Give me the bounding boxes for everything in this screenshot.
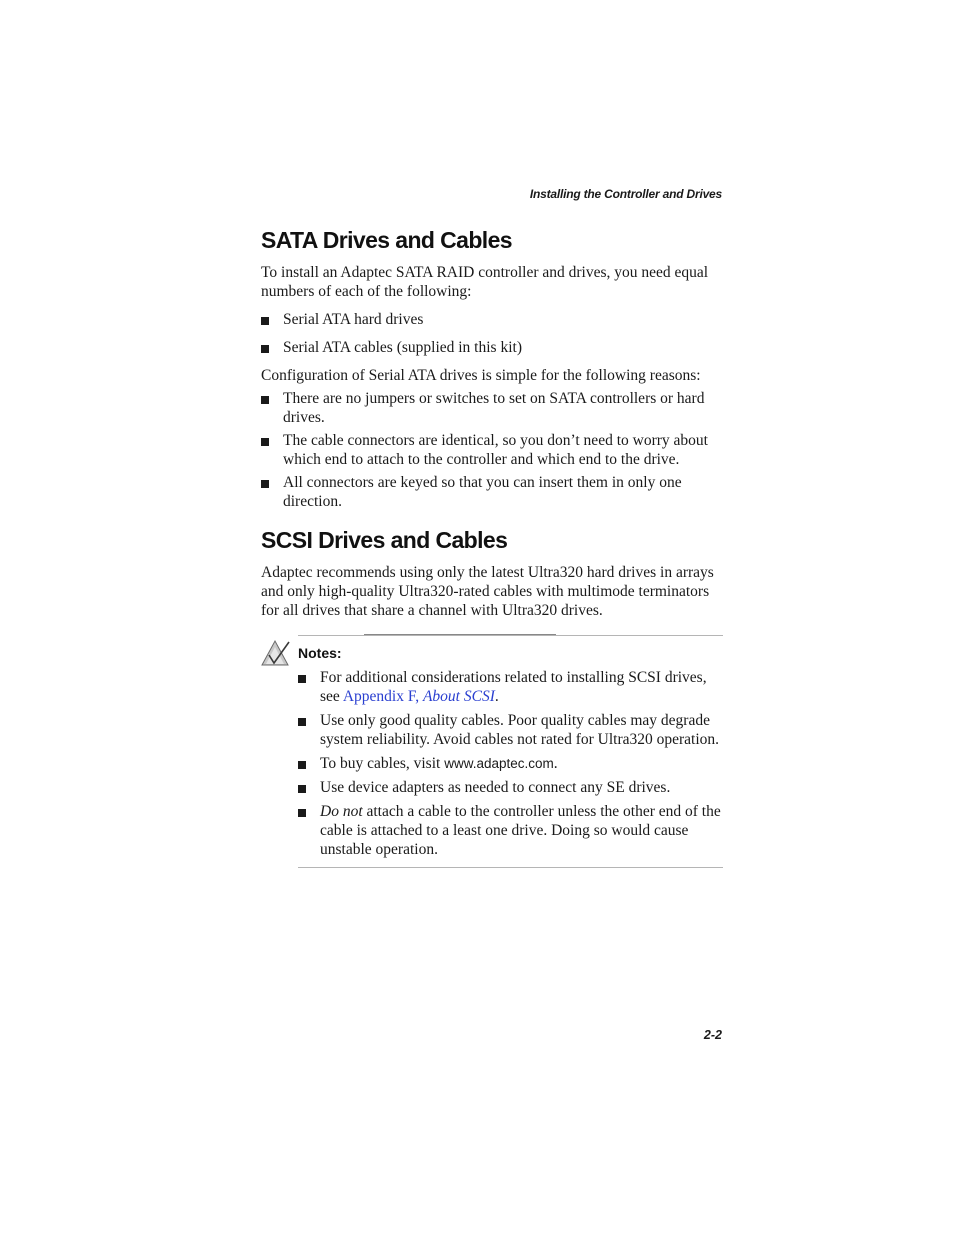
running-head: Installing the Controller and Drives — [529, 187, 722, 201]
list-item: Use only good quality cables. Poor quality cables may degrade system reliability. Avoid cables not rated for Ultra320 operation. — [298, 711, 723, 749]
list-item: The cable connectors are identical, so you don’t need to worry about which end to attach to the controller and which end to the drive. — [261, 431, 723, 469]
sata-reasons-list — [261, 389, 723, 511]
notes-divider — [364, 634, 556, 635]
list-item: For additional considerations related to installing SCSI drives, see Appendix F, About SCSI. — [298, 668, 723, 706]
list-item: There are no jumpers or switches to set on SATA controllers or hard drives. — [261, 389, 723, 427]
sata-requirements-list — [261, 310, 723, 357]
page-content — [261, 222, 723, 868]
bullet-square-icon — [261, 480, 269, 488]
page-number: 2-2 — [703, 1028, 722, 1042]
adaptec-url: www.adaptec.com — [444, 756, 554, 771]
bullet-square-icon — [298, 761, 306, 769]
list-item: Do not attach a cable to the controller unless the other end of the cable is attached to a least one drive. Doing so would cause unstable operation. — [298, 802, 723, 859]
sata-config-intro: Configuration of Serial ATA drives is simple for the following reasons: — [261, 367, 701, 384]
list-item: Serial ATA hard drives — [261, 310, 723, 329]
notes-title: Notes: — [298, 645, 342, 661]
scsi-intro: Adaptec recommends using only the latest Ultra320 hard drives in arrays and only high-quality Ultra320-rated cables with multimode terminators for all drives that share a channel with Ultra320 drives. — [261, 564, 714, 619]
appendix-f-link[interactable]: Appendix F, About SCSI — [342, 688, 495, 705]
sata-intro: To install an Adaptec SATA RAID controller and drives, you need equal numbers of each of the following: — [261, 264, 709, 300]
list-item: Use device adapters as needed to connect any SE drives. — [298, 778, 723, 797]
scsi-heading: SCSI Drives and Cables — [261, 527, 508, 553]
bullet-square-icon — [261, 345, 269, 353]
bullet-square-icon — [261, 317, 269, 325]
bullet-square-icon — [298, 718, 306, 726]
notes-list — [298, 668, 723, 859]
bullet-square-icon — [261, 438, 269, 446]
sata-heading: SATA Drives and Cables — [261, 227, 512, 253]
list-item: All connectors are keyed so that you can insert them in only one direction. — [261, 473, 723, 511]
bullet-square-icon — [298, 785, 306, 793]
bullet-square-icon — [261, 396, 269, 404]
list-item: To buy cables, visit www.adaptec.com. — [298, 754, 723, 773]
list-item: Serial ATA cables (supplied in this kit) — [261, 338, 723, 357]
bullet-square-icon — [298, 675, 306, 683]
bullet-square-icon — [298, 809, 306, 817]
notes-box — [298, 635, 723, 868]
note-check-icon — [261, 638, 291, 666]
